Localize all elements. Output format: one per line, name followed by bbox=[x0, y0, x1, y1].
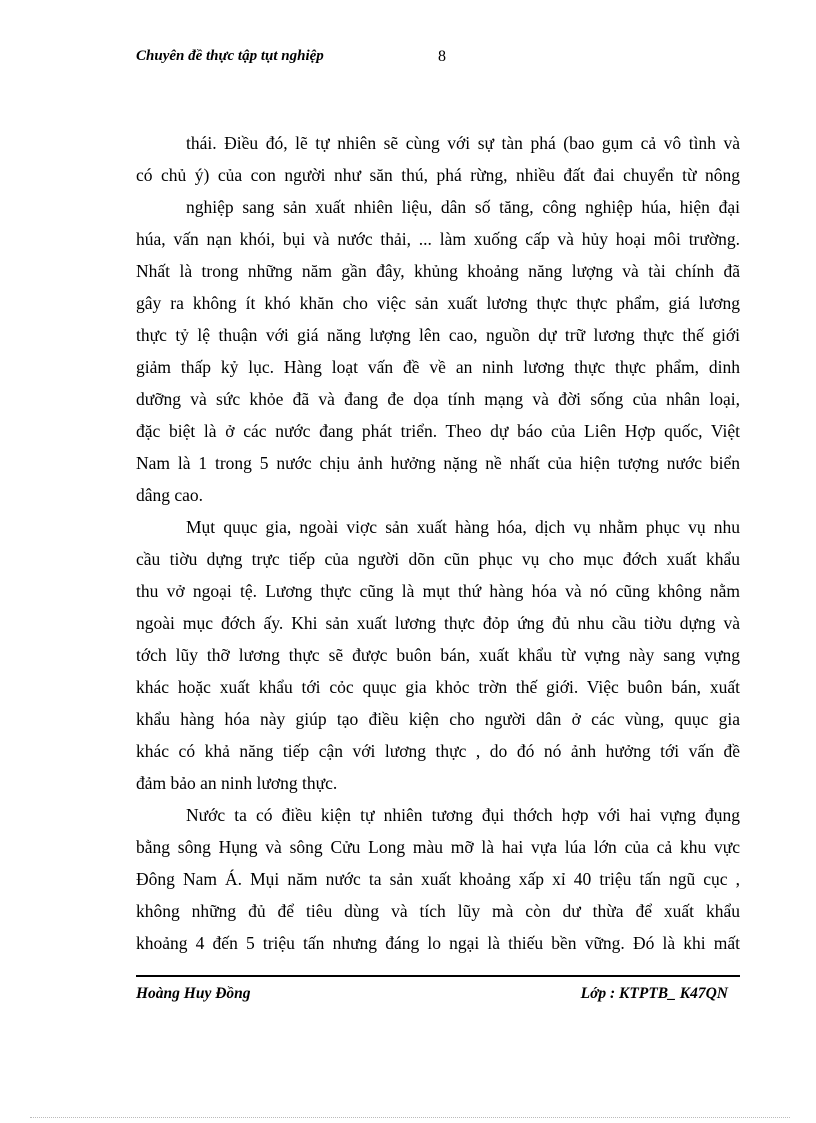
text-line: nghiệp sang sản xuất nhiên liệu, dân số tăng, công nghiệp húa, hiện đại bbox=[186, 197, 740, 217]
page-header bbox=[136, 48, 740, 72]
text-line: không những đủ để tiêu dùng và tích lũy mà còn dư thừa để xuất khẩu bbox=[136, 901, 740, 921]
text-line: cầu tiờu dựng trực tiếp của người dõn cũn phục vụ cho mục đớch xuất khẩu bbox=[136, 549, 740, 569]
text-line: thái. Điều đó, lẽ tự nhiên sẽ cùng với sự tàn phá (bao gụm cả vô tình và bbox=[186, 133, 740, 153]
footer-author: Hoàng Huy Đồng bbox=[136, 985, 251, 1002]
footer-divider bbox=[136, 975, 740, 977]
footer-class: Lớp : KTPTB_ K47QN bbox=[580, 985, 728, 1002]
text-line: Nhất là trong những năm gần đây, khủng khoảng năng lượng và tài chính đã bbox=[136, 261, 740, 281]
text-line: Nước ta có điều kiện tự nhiên tương đụi thớch hợp với hai vựng đụng bbox=[186, 805, 740, 825]
page-bottom-dotted-line bbox=[30, 1117, 790, 1118]
text-line: Mụt quục gia, ngoài viợc sản xuất hàng hóa, dịch vụ nhằm phục vụ nhu bbox=[186, 517, 740, 537]
page-footer bbox=[136, 985, 740, 1009]
text-line: khác hoặc xuất khẩu tới cỏc quục gia khỏc trờn thế giới. Việc buôn bán, xuất bbox=[136, 677, 740, 697]
page-number: 8 bbox=[438, 48, 446, 65]
text-line: khác có khả năng tiếp cận với lương thực , do đó nó ảnh hưởng tới vấn đề bbox=[136, 741, 740, 761]
text-line: Nam là 1 trong 5 nước chịu ảnh hưởng nặng nề nhất của hiện tượng nước biển bbox=[136, 453, 740, 473]
text-line: giảm thấp kỷ lục. Hàng loạt vấn đề về an ninh lương thực thực phẩm, dinh bbox=[136, 357, 740, 377]
text-line: thực tỷ lệ thuận với giá năng lượng lên cao, nguồn dự trữ lương thực thế giới bbox=[136, 325, 740, 345]
text-line: khoảng 4 đến 5 triệu tấn nhưng đáng lo ngại là thiếu bền vững. Đó là khi mất bbox=[136, 933, 740, 953]
text-line: đặc biệt là ở các nước đang phát triển. Theo dự báo của Liên Hợp quốc, Việt bbox=[136, 421, 740, 441]
text-line: dâng cao. bbox=[136, 485, 204, 505]
text-line: có chủ ý) của con người như săn thú, phá rừng, nhiều đất đai chuyển từ nông bbox=[136, 165, 740, 185]
text-line: ngoài mục đớch ấy. Khi sản xuất lương thực đỏp ứng đủ nhu cầu tiờu dựng và bbox=[136, 613, 740, 633]
text-line: đảm bảo an ninh lương thực. bbox=[136, 773, 338, 793]
header-title: Chuyên đề thực tập tụt nghiệp bbox=[136, 48, 324, 64]
text-line: bằng sông Hụng và sông Cửu Long màu mỡ là hai vựa lúa lớn của cả khu vực bbox=[136, 837, 740, 857]
text-line: gây ra không ít khó khăn cho việc sản xuất lương thực thực phẩm, giá lương bbox=[136, 293, 740, 313]
text-line: Đông Nam Á. Mụi năm nước ta sản xuất khoảng xấp xỉ 40 triệu tấn ngũ cục , bbox=[136, 869, 740, 889]
text-line: thu vở ngoại tệ. Lương thực cũng là mụt thứ hàng hóa và nó cũng không nằm bbox=[136, 581, 740, 601]
body-text bbox=[136, 127, 740, 959]
text-line: khẩu hàng hóa này giúp tạo điều kiện cho người dân ở các vùng, quục gia bbox=[136, 709, 740, 729]
text-line: dưỡng và sức khỏe đã và đang đe dọa tính mạng và đời sống của nhân loại, bbox=[136, 389, 740, 409]
text-line: húa, vấn nạn khói, bụi và nước thải, ... làm xuống cấp và hủy hoại môi trường. bbox=[136, 229, 740, 249]
text-line: tớch lũy thỡ lương thực sẽ được buôn bán, xuất khẩu từ vựng này sang vựng bbox=[136, 645, 740, 665]
